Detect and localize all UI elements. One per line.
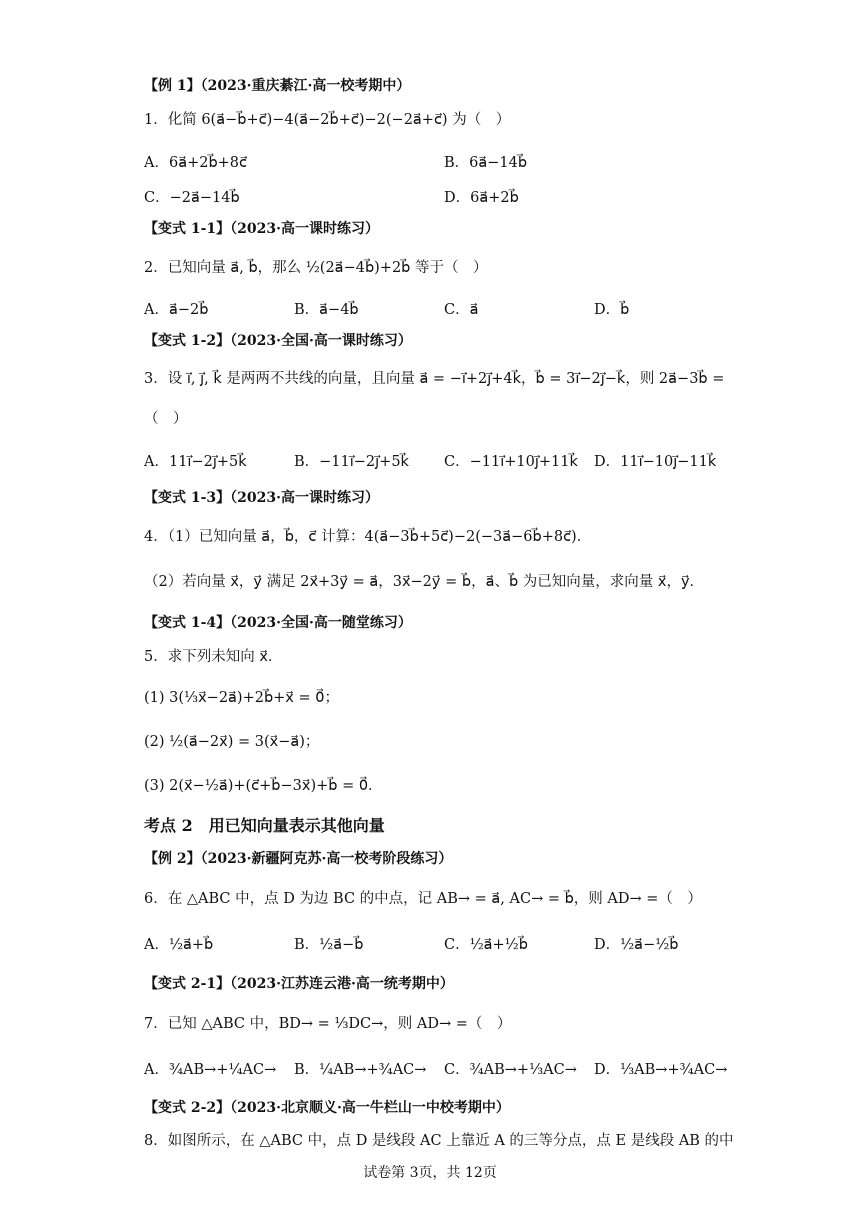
question-8: 8．如图所示，在 △ABC 中，点 D 是线段 AC 上靠近 A 的三等分点，点 E 是线段 AB 的中 [144, 1133, 734, 1149]
option-a: A．¾AB→+¼AC→ [144, 1062, 277, 1078]
question-2: 2．已知向量 a⃗, b⃗，那么 ½(2a⃗−4b⃗)+2b⃗ 等于（ ） [144, 260, 488, 276]
variant-2-2-header: 【变式 2-2】（2023·北京顺义·高一牛栏山一中校考期中） [144, 1100, 510, 1116]
question-3-paren: （ ） [144, 411, 188, 427]
option-c: C．a⃗ [444, 302, 479, 318]
option-c: C．½a⃗+½b⃗ [444, 937, 528, 953]
option-a: A．11i⃗−2j⃗+5k⃗ [144, 454, 247, 470]
topic-2-heading: 考点 2 用已知向量表示其他向量 [144, 816, 385, 835]
question-5-sub-1: (1) 3(⅓x⃗−2a⃗)+2b⃗+x⃗ = 0⃗； [144, 690, 339, 706]
option-b: B．6a⃗−14b⃗ [444, 155, 528, 171]
question-5-sub-3: (3) 2(x⃗−½a⃗)+(c⃗+b⃗−3x⃗)+b⃗ = 0⃗． [144, 778, 383, 794]
example-1-header: 【例 1】（2023·重庆綦江·高一校考期中） [144, 78, 411, 94]
example-2-header: 【例 2】（2023·新疆阿克苏·高一校考阶段练习） [144, 851, 453, 867]
option-c: C．¾AB→+⅓AC→ [444, 1062, 577, 1078]
option-a: A．6a⃗+2b⃗+8c⃗ [144, 155, 248, 171]
question-7: 7．已知 △ABC 中，BD→ = ⅓DC→，则 AD→ =（ ） [144, 1016, 512, 1032]
variant-2-1-header: 【变式 2-1】（2023·江苏连云港·高一统考期中） [144, 976, 454, 992]
option-d: D．6a⃗+2b⃗ [444, 190, 519, 206]
option-b: B．−11i⃗−2j⃗+5k⃗ [294, 454, 409, 470]
option-b: B．¼AB→+¾AC→ [294, 1062, 427, 1078]
option-d: D．11i⃗−10j⃗−11k⃗ [594, 454, 717, 470]
variant-1-2-header: 【变式 1-2】（2023·全国·高一课时练习） [144, 333, 412, 349]
option-b: B．a⃗−4b⃗ [294, 302, 359, 318]
variant-1-1-header: 【变式 1-1】（2023·高一课时练习） [144, 221, 380, 237]
question-1: 1．化简 6(a⃗−b⃗+c⃗)−4(a⃗−2b⃗+c⃗)−2(−2a⃗+c⃗) 为（ ） [144, 112, 511, 128]
question-3-options [144, 450, 744, 472]
question-7-options [144, 1058, 744, 1080]
page-footer: 试卷第 3页，共 12页 [363, 1165, 497, 1181]
question-4-part-2: （2）若向量 x⃗，y⃗ 满足 2x⃗+3y⃗ = a⃗，3x⃗−2y⃗ = b⃗，a⃗、b⃗ 为已知向量，求向量 x⃗，y⃗． [144, 574, 705, 590]
variant-1-3-header: 【变式 1-3】（2023·高一课时练习） [144, 490, 380, 506]
question-1-options [144, 151, 744, 173]
question-6-options [144, 933, 744, 955]
question-5-sub-2: (2) ½(a⃗−2x⃗) = 3(x⃗−a⃗)； [144, 734, 320, 750]
option-a: A．a⃗−2b⃗ [144, 302, 209, 318]
option-a: A．½a⃗+b⃗ [144, 937, 214, 953]
question-1-options-2 [144, 186, 744, 208]
question-5: 5．求下列未知向 x⃗． [144, 649, 283, 665]
option-c: C．−2a⃗−14b⃗ [144, 190, 240, 206]
question-2-options [144, 298, 744, 320]
option-c: C．−11i⃗+10j⃗+11k⃗ [444, 454, 578, 470]
option-d: D．b⃗ [594, 302, 630, 318]
option-b: B．½a⃗−b⃗ [294, 937, 364, 953]
variant-1-4-header: 【变式 1-4】（2023·全国·高一随堂练习） [144, 615, 412, 631]
question-3: 3．设 i⃗, j⃗, k⃗ 是两两不共线的向量，且向量 a⃗ = −i⃗+2j⃗+4k⃗，b⃗ = 3i⃗−2j⃗−k⃗，则 2a⃗−3b⃗ = [144, 371, 725, 387]
option-d: D．½a⃗−½b⃗ [594, 937, 679, 953]
option-d: D．⅓AB→+¾AC→ [594, 1062, 728, 1078]
question-6: 6．在 △ABC 中，点 D 为边 BC 的中点，记 AB→ = a⃗, AC→ = b⃗，则 AD→ =（ ） [144, 891, 702, 907]
question-4-part-1: 4．（1）已知向量 a⃗，b⃗，c⃗ 计算：4(a⃗−3b⃗+5c⃗)−2(−3a⃗−6b⃗+8c⃗)． [144, 529, 592, 545]
